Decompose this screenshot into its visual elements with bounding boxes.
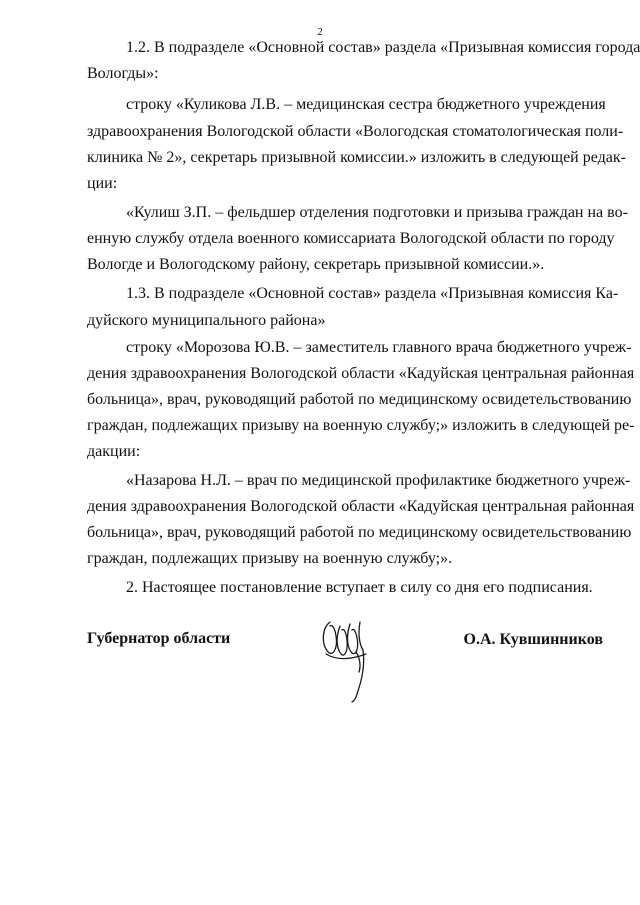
old-entry-morozova-line-4: граждан, подлежащих призыву на военную службу;» изложить в следующей ре-: [87, 417, 635, 434]
new-entry-kulish-line-1: «Кулиш З.П. – фельдшер отделения подготовки и призыва граждан на во-: [126, 204, 628, 221]
new-entry-nazarova-line-4: граждан, подлежащих призыву на военную службу;».: [87, 550, 453, 567]
old-entry-kulikova-line-3: клиника № 2», секретарь призывной комиссии.» изложить в следующей редак-: [87, 149, 626, 166]
old-entry-morozova-line-5: дакции:: [87, 443, 141, 460]
paragraph-1-3-line-2: дуйского муниципального района»: [87, 312, 326, 329]
new-entry-kulish-line-3: Вологде и Вологодскому району, секретарь призывной комиссии.».: [87, 256, 545, 273]
new-entry-nazarova-line-3: больница», врач, руководящий работой по медицинскому освидетельствованию: [87, 524, 632, 541]
new-entry-kulish-line-2: енную службу отдела военного комиссариата Вологодской области по городу: [87, 230, 615, 247]
signer-position: Губернатор области: [87, 630, 231, 647]
paragraph-1-2-line-1: 1.2. В подразделе «Основной состав» раздела «Призывная комиссия города: [126, 39, 640, 56]
handwritten-signature: [316, 614, 380, 704]
old-entry-morozova-line-2: дения здравоохранения Вологодской области «Кадуйская центральная районная: [87, 365, 635, 382]
old-entry-kulikova-line-2: здравоохранения Вологодской области «Вологодская стоматологическая поли-: [87, 123, 624, 140]
paragraph-1-2-line-2: Вологды»:: [87, 65, 159, 82]
signer-name: О.А. Кувшинников: [463, 631, 603, 648]
paragraph-2-line-1: 2. Настоящее постановление вступает в силу со дня его подписания.: [126, 579, 593, 596]
old-entry-kulikova-line-4: ции:: [87, 175, 118, 192]
old-entry-morozova-line-1: строку «Морозова Ю.В. – заместитель главного врача бюджетного учреж-: [126, 339, 632, 356]
old-entry-kulikova-line-1: строку «Куликова Л.В. – медицинская сестра бюджетного учреждения: [126, 96, 606, 113]
page-number: 2: [317, 26, 323, 38]
new-entry-nazarova-line-2: дения здравоохранения Вологодской области «Кадуйская центральная районная: [87, 498, 635, 515]
old-entry-morozova-line-3: больница», врач, руководящий работой по медицинскому освидетельствованию: [87, 391, 632, 408]
new-entry-nazarova-line-1: «Назарова Н.Л. – врач по медицинской профилактике бюджетного учреж-: [126, 472, 631, 489]
paragraph-1-3-line-1: 1.3. В подразделе «Основной состав» раздела «Призывная комиссия Ка-: [126, 285, 619, 302]
